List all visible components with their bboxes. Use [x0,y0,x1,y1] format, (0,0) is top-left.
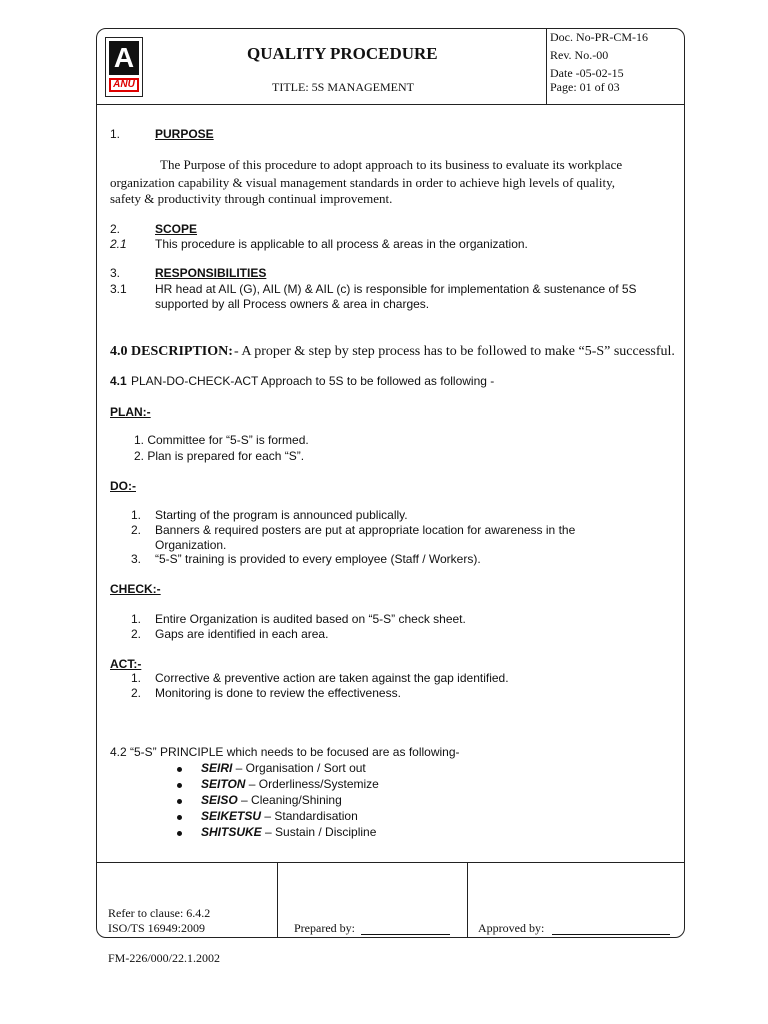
do-item-1-number: 1. [131,508,142,522]
logo-letter: A [113,42,135,73]
bullet-icon [177,831,182,836]
refer-clause: Refer to clause: 6.4.2 [108,906,211,920]
principle-desc-4: – Standardisation [261,809,358,823]
do-item-2-number: 2. [131,523,142,537]
principle-term-3: SEISO [201,793,238,807]
prepared-by-label: Prepared by: [294,921,355,935]
principle-term-5: SHITSUKE [201,825,262,839]
check-item-1-text: Entire Organization is audited based on “5-S” check sheet. [155,612,466,626]
scope-number: 2. [110,222,121,236]
check-item-2-text: Gaps are identified in each area. [155,627,329,641]
scope-heading: SCOPE [155,222,198,236]
purpose-line-3: safety & productivity through continual improvement. [110,191,393,206]
act-heading: ACT:- [110,657,142,671]
check-item-1-number: 1. [131,612,142,626]
footer-col-divider-2 [467,862,468,938]
principle-term-4: SEIKETSU [201,809,262,823]
prepared-by-signature-line [361,934,450,935]
bullet-icon [177,815,182,820]
act-item-2-number: 2. [131,686,142,700]
principle-item-3 [201,793,342,808]
plan-heading: PLAN:- [110,405,151,419]
responsibilities-line-1: HR head at AIL (G), AIL (M) & AIL (c) is responsible for implementation & sustenance of 5S [155,282,637,296]
scope-item-text: This procedure is applicable to all process & areas in the organization. [155,237,528,251]
bullet-icon [177,767,182,772]
principle-term-2: SEITON [201,777,246,791]
approved-by-label: Approved by: [478,921,545,935]
purpose-heading: PURPOSE [155,127,214,141]
description-text: - A proper & step by step process has to be followed to make “5-S” successful. [234,344,675,359]
purpose-number: 1. [110,127,121,141]
responsibilities-line-2: supported by all Process owners & area in charges. [155,297,430,311]
do-item-2-text: Banners & required posters are put at appropriate location for awareness in the [155,523,576,537]
plan-item-2: 2. Plan is prepared for each “S”. [134,449,305,463]
principle-desc-1: – Organisation / Sort out [232,761,366,775]
description-sub-text: PLAN-DO-CHECK-ACT Approach to 5S to be followed as following - [131,374,495,388]
act-item-1-text: Corrective & preventive action are taken against the gap identified. [155,671,509,685]
purpose-line-2: organization capability & visual management standards in order to achieve high levels of quality, [110,175,616,190]
principle-item-2 [201,777,379,792]
act-item-1-number: 1. [131,671,142,685]
responsibilities-number: 3. [110,266,121,280]
check-item-2-number: 2. [131,627,142,641]
scope-item-number: 2.1 [110,237,127,251]
responsibilities-item-number: 3.1 [110,282,127,296]
document-title: TITLE: 5S MANAGEMENT [272,80,414,94]
header-divider [96,104,685,105]
do-item-3-text: “5-S” training is provided to every employee (Staff / Workers). [155,552,481,566]
approved-by-signature-line [552,934,670,935]
description-sub-number: 4.1 [110,374,127,388]
act-item-2-text: Monitoring is done to review the effectiveness. [155,686,401,700]
company-logo [105,37,143,97]
principle-desc-5: – Sustain / Discipline [261,825,377,839]
footer-col-divider-1 [277,862,278,938]
principle-desc-2: – Orderliness/Systemize [245,777,379,791]
principle-item-5 [201,825,376,840]
principle-item-1 [201,761,366,776]
responsibilities-heading: RESPONSIBILITIES [155,266,267,280]
principle-intro: 4.2 “5-S” PRINCIPLE which needs to be focused are as following- [110,745,460,759]
do-heading: DO:- [110,479,136,493]
description-heading: 4.0 DESCRIPTION: [110,344,233,359]
do-item-1-text: Starting of the program is announced publically. [155,508,408,522]
principle-item-4 [201,809,358,824]
header-info-divider [546,28,547,104]
plan-item-1: 1. Committee for “5-S” is formed. [134,433,309,447]
document-date: Date -05-02-15 [550,66,624,80]
footer-divider [96,862,685,863]
do-item-3-number: 3. [131,552,142,566]
do-item-2-text-continued: Organization. [155,538,227,552]
logo-brand: ANU [109,78,139,92]
iso-standard: ISO/TS 16949:2009 [108,921,206,935]
purpose-line-1: The Purpose of this procedure to adopt approach to its business to evaluate its workplace [160,157,623,172]
check-heading: CHECK:- [110,582,161,596]
bullet-icon [177,783,182,788]
principle-term-1: SEIRI [201,761,233,775]
principle-desc-3: – Cleaning/Shining [237,793,342,807]
bullet-icon [177,799,182,804]
document-heading: QUALITY PROCEDURE [247,44,438,63]
revision-number: Rev. No.-00 [550,48,609,62]
doc-number: Doc. No-PR-CM-16 [550,30,648,44]
form-number: FM-226/000/22.1.2002 [108,951,221,965]
page-number: Page: 01 of 03 [550,80,620,94]
